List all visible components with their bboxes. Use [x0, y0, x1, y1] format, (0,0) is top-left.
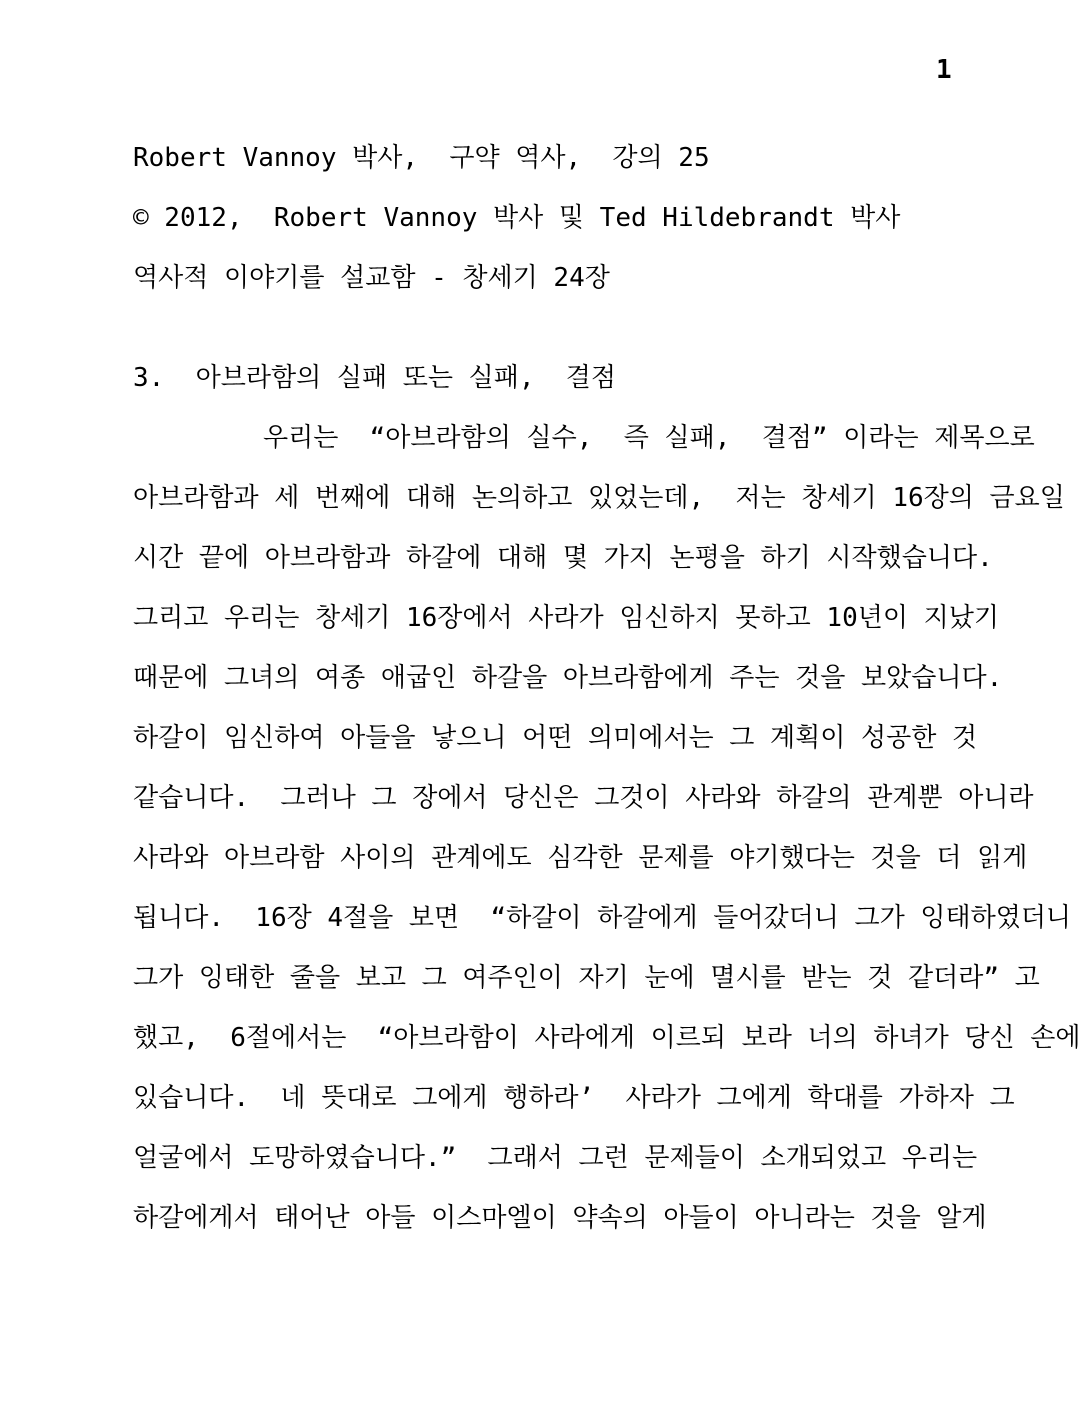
paragraph-line: 있습니다. 네 뜻대로 그에게 행하라’ 사라가 그에게 학대를 가하자 그	[133, 1083, 1015, 1113]
paragraph-line: 그가 잉태한 줄을 보고 그 여주인이 자기 눈에 멸시를 받는 것 같더라” 고	[133, 963, 1040, 993]
paragraph-line: 아브라함과 세 번째에 대해 논의하고 있었는데, 저는 창세기 16장의 금요일	[133, 483, 1065, 513]
paragraph-line: 하갈이 임신하여 아들을 낳으니 어떤 의미에서는 그 계획이 성공한 것	[133, 723, 978, 753]
paragraph-line: 우리는 “아브라함의 실수, 즉 실패, 결점” 이라는 제목으로	[263, 423, 1035, 453]
paragraph-line: 사라와 아브라함 사이의 관계에도 심각한 문제를 야기했다는 것을 더 읽게	[133, 843, 1028, 873]
paragraph-line: 얼굴에서 도망하였습니다.” 그래서 그런 문제들이 소개되었고 우리는	[133, 1143, 978, 1173]
subtitle-line: 역사적 이야기를 설교함 - 창세기 24장	[133, 263, 610, 293]
copyright-line: © 2012, Robert Vannoy 박사 및 Ted Hildebrandt 박사	[133, 203, 901, 233]
paragraph-line: 하갈에게서 태어난 아들 이스마엘이 약속의 아들이 아니라는 것을 알게	[133, 1203, 987, 1233]
page-number: 1	[936, 55, 952, 85]
paragraph-line: 같습니다. 그러나 그 장에서 당신은 그것이 사라와 하갈의 관계뿐 아니라	[133, 783, 1034, 813]
document-content	[133, 128, 1081, 1248]
paragraph-line: 때문에 그녀의 여종 애굽인 하갈을 아브라함에게 주는 것을 보았습니다.	[133, 663, 1003, 693]
title-line: Robert Vannoy 박사, 구약 역사, 강의 25	[133, 143, 710, 173]
paragraph-line: 했고, 6절에서는 “아브라함이 사라에게 이르되 보라 너의 하녀가 당신 손에	[133, 1023, 1081, 1053]
paragraph-line: 그리고 우리는 창세기 16장에서 사라가 임신하지 못하고 10년이 지났기	[133, 603, 999, 633]
paragraph-line: 됩니다. 16장 4절을 보면 “하갈이 하갈에게 들어갔더니 그가 잉태하였더니	[133, 903, 1072, 933]
paragraph-line: 시간 끝에 아브라함과 하갈에 대해 몇 가지 논평을 하기 시작했습니다.	[133, 543, 993, 573]
section-heading: 3. 아브라함의 실패 또는 실패, 결점	[133, 363, 617, 393]
